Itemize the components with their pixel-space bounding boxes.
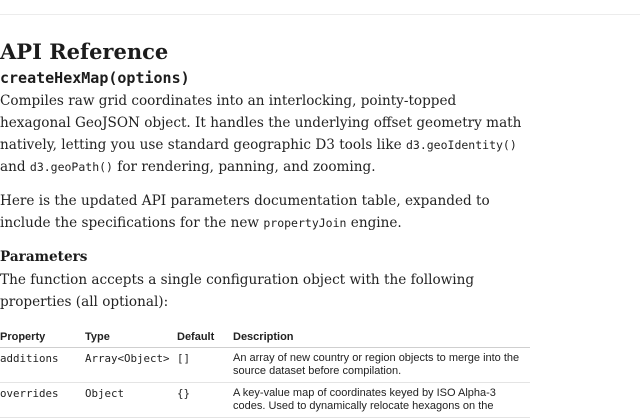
description-text-1: Compiles raw grid coordinates into an interlocking, pointy-topped hexagonal GeoJSON object. It handles the underlying offset geometry math natively, letting you use standard geographic D3 tools like: [0, 93, 522, 153]
cell-type: Array<Object>: [85, 348, 177, 383]
parameters-heading: Parameters: [0, 249, 88, 265]
cell-description: An array of new country or region objects to merge into the source dataset before compilation.: [233, 348, 530, 383]
column-header-default: Default: [177, 329, 233, 348]
intro-paragraph: [0, 190, 528, 234]
description-text-2: and: [0, 159, 30, 175]
page-title: API Reference: [0, 39, 169, 64]
code-geopath: d3.geoPath(): [29, 160, 113, 174]
cell-default: {}: [177, 383, 233, 418]
code-geoidentity: d3.geoIdentity(): [405, 138, 517, 152]
column-header-property: Property: [0, 329, 85, 348]
intro-text-2: engine.: [346, 215, 402, 231]
intro-text-1: Here is the updated API parameters documentation table, expanded to include the specifications for the new: [0, 193, 490, 231]
cell-property: additions: [0, 348, 85, 383]
cell-default: []: [177, 348, 233, 383]
doc-content: [0, 38, 540, 418]
function-signature: createHexMap(options): [0, 69, 190, 87]
function-description: [0, 90, 528, 178]
column-header-description: Description: [233, 329, 530, 348]
top-bar: [0, 0, 640, 15]
table-header-row: [0, 329, 530, 348]
parameters-table: [0, 329, 530, 418]
parameters-summary: The function accepts a single configuration object with the following properties (all optional):: [0, 272, 475, 310]
column-header-type: Type: [85, 329, 177, 348]
description-text-3: for rendering, panning, and zooming.: [112, 159, 376, 175]
cell-property: overrides: [0, 383, 85, 418]
table-row: [0, 383, 530, 418]
cell-type: Object: [85, 383, 177, 418]
table-row: [0, 348, 530, 383]
code-propertyjoin: propertyJoin: [263, 216, 347, 230]
cell-description: A key-value map of coordinates keyed by ISO Alpha-3 codes. Used to dynamically relocate hexagons on the: [233, 383, 530, 418]
